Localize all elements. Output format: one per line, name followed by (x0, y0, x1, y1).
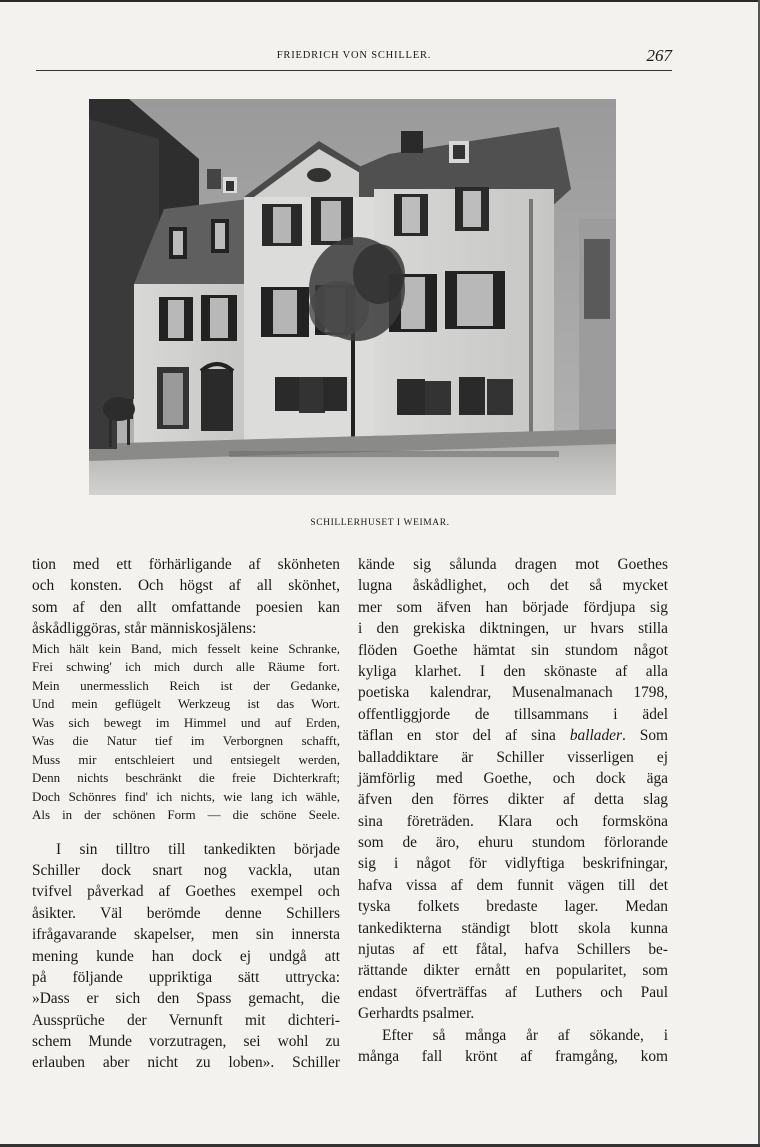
text-line: hafva vissa af dem funnit vägen till det (358, 876, 668, 894)
text-line: flöden Goethe hämtat sin stundom något (358, 641, 668, 659)
text-line: schem Munde vorzutragen, sei wohl zu (32, 1033, 340, 1051)
left-column (32, 554, 340, 1074)
text-segment: täflan en stor del af sina (358, 727, 570, 745)
running-title: FRIEDRICH VON SCHILLER. (276, 50, 432, 61)
text-line: i den grekiska diktningen, ur hvars stilla (358, 620, 668, 638)
text-line: tankedikterna ständigt blott skola kunna (358, 919, 668, 937)
verse-line: Doch Schönres find' ich nichts, wie lang ich wähle, (32, 788, 340, 804)
verse-line: Was sich bewegt im Himmel und auf Erden, (32, 714, 340, 730)
verse-line: Was die Natur tief im Verborgnen schafft, (32, 733, 340, 749)
text-line: och konsten. Och högst af all skönhet, (32, 577, 340, 595)
text-line: åsikter. Väl berömde denne Schillers (32, 904, 340, 922)
verse-line: Als in der schönen Form — die schöne Seele. (32, 807, 340, 823)
text-line: på följande uppriktiga sätt uttrycka: (32, 968, 340, 986)
running-head (36, 48, 672, 70)
verse-line: Mein unermesslich Reich ist der Gedanke, (32, 677, 340, 693)
text-line: offentliggjorde de tillsammans i ädel (358, 705, 668, 723)
verse-quotation (32, 640, 340, 825)
figure-caption: SCHILLERHUSET I WEIMAR. (310, 518, 450, 528)
text-line: Aussprüche der Vernunft mit dichteri- (32, 1011, 340, 1029)
text-line: balladdiktare är Schiller visserligen ej (358, 748, 668, 766)
header-rule (36, 70, 672, 71)
text-line: erlauben aber nicht zu loben». Schiller (32, 1054, 340, 1072)
right-column (358, 554, 668, 1067)
text-line: kyliga klarhet. I den skönaste af alla (358, 662, 668, 680)
verse-line: Muss mir entschleiert und entsiegelt werden, (32, 751, 340, 767)
text-segment: . Som (621, 727, 668, 745)
text-line: lugna åskådlighet, och det så mycket (358, 577, 668, 595)
paragraph-gap (32, 825, 340, 839)
text-line: som de äro, ehuru stundom förlorande (358, 834, 668, 852)
text-line: mer som äfven han började fördjupa sig (358, 598, 668, 616)
text-line: tyska folkets bredaste lager. Medan (358, 898, 668, 916)
text-line: sina företräden. Klara och formsköna (358, 812, 668, 830)
text-line: I sin tilltro till tankedikten började (56, 840, 340, 858)
text-line: mening kunde han dock ej undgå att (32, 947, 340, 965)
text-line: äfven den förres dikter af detta slag (358, 791, 668, 809)
text-line: tion med ett förhärligande af skönheten (32, 556, 340, 573)
verse-line: Frei schwing' ich mich durch alle Räume fort. (32, 659, 340, 675)
text-line: endast öfverträffas af Luthers och Paul (358, 983, 668, 1001)
verse-line: Und mein geflügelt Werkzeug ist das Wort. (32, 696, 340, 712)
page-edge-top (0, 0, 760, 2)
schillerhuset-photo (89, 99, 616, 495)
text-line: rättande dikter ernått en popularitet, som (358, 962, 668, 980)
page-number: 267 (646, 46, 672, 65)
verse-line: Mich hält kein Band, mich fesselt keine Schranke, (32, 640, 340, 656)
text-line: ifrågavarande skapelser, men sin innersta (32, 926, 340, 944)
emphasized-word: ballader (569, 727, 622, 745)
verse-line: Denn nichts beschränkt die freie Dichterkraft; (32, 770, 340, 786)
text-line: som af den allt omfattande poesien kan (32, 598, 340, 616)
text-line: Schiller dock snart nog vackla, utan (32, 861, 340, 879)
text-line: Gerhardts psalmer. (358, 1005, 475, 1023)
text-line: »Dass er sich den Spass gemacht, die (32, 990, 340, 1008)
text-line: kände sig sålunda dragen mot Goethes (358, 556, 668, 573)
text-line: sig i något för vidlyftiga beskrifningar, (358, 855, 668, 873)
house-illustration (89, 99, 616, 495)
text-line: tvifvel påverkad af Goethes exempel och (32, 883, 340, 901)
text-line: njutas af ett fåtal, hafva Schillers be- (358, 941, 668, 959)
text-line: poetiska kalendrar, Musenalmanach 1798, (358, 684, 668, 702)
text-line-with-emphasis (358, 725, 668, 746)
text-line: jämförlig med Goethe, och dock äga (358, 769, 668, 787)
text-line: åskådliggöras, står människosjälens: (32, 620, 257, 638)
text-line: Efter så många år af sökande, i (382, 1026, 668, 1044)
text-line: många fall krönt af framgång, kom (358, 1047, 668, 1065)
